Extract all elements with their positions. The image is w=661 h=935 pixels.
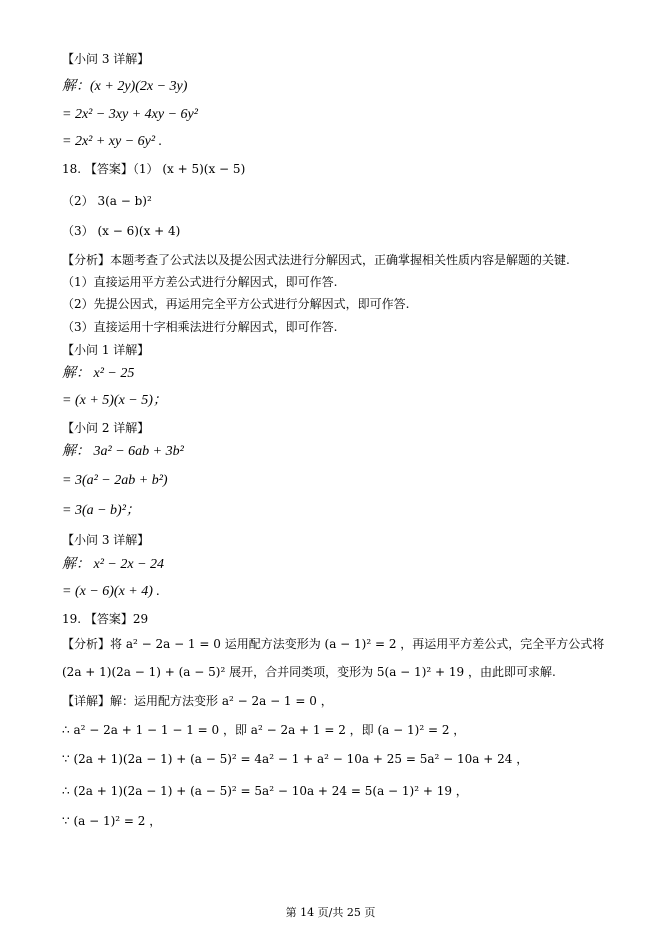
sub-question-2-heading: 【小问 2 详解】 (62, 421, 150, 435)
sub-question-1-heading: 【小问 1 详解】 (62, 343, 150, 357)
analysis-18-item-1: （1）直接运用平方差公式进行分解因式，即可作答. (62, 275, 338, 289)
math-line: ∵ (2a + 1)(2a − 1) + (a − 5)² = 4a² − 1 + a² − 10a + 25 = 5a² − 10a + 24 ， (62, 752, 529, 766)
answer-19: 19. 【答案】29 (62, 612, 149, 626)
analysis-18: 【分析】本题考查了公式法以及提公因式法进行分解因式，正确掌握相关性质内容是解题的关键. (62, 253, 570, 267)
analysis-18-item-2: （2）先提公因式，再运用完全平方公式进行分解因式，即可作答. (62, 297, 410, 311)
math-line: = 3(a² − 2ab + b²) (62, 473, 168, 488)
answer-18-part-3: （3） (x − 6)(x + 4) (62, 224, 181, 238)
math-line: = (x − 6)(x + 4) . (62, 584, 160, 599)
math-line: = 3(a − b)²； (62, 503, 140, 518)
math-line: 解：(x + 2y)(2x − 3y) (62, 79, 188, 94)
math-line: ∴ (2a + 1)(2a − 1) + (a − 5)² = 5a² − 10a + 24 = 5(a − 1)² + 19 ， (62, 784, 468, 798)
math-line: 解： x² − 2x − 24 (62, 557, 165, 572)
math-line: = 2x² + xy − 6y² . (62, 134, 163, 149)
analysis-19-cont: (2a + 1)(2a − 1) + (a − 5)² 展开，合并同类项，变形为 5(a − 1)² + 19 ，由此即可求解. (62, 665, 556, 679)
math-line: = (x + 5)(x − 5)； (62, 393, 167, 408)
sub-question-3-heading: 【小问 3 详解】 (62, 52, 150, 66)
math-line: 解： 3a² − 6ab + 3b² (62, 444, 184, 459)
answer-18: 18. 【答案】（1） (x + 5)(x − 5) (62, 162, 246, 176)
math-line: ∴ a² − 2a + 1 − 1 − 1 = 0 ，即 a² − 2a + 1 = 2 ，即 (a − 1)² = 2 ， (62, 723, 466, 737)
math-line: ∵ (a − 1)² = 2 ， (62, 814, 162, 828)
math-line: = 2x² − 3xy + 4xy − 6y² (62, 107, 198, 122)
analysis-18-item-3: （3）直接运用十字相乘法进行分解因式，即可作答. (62, 320, 338, 334)
sub-question-3-heading: 【小问 3 详解】 (62, 533, 150, 547)
analysis-19: 【分析】将 a² − 2a − 1 = 0 运用配方法变形为 (a − 1)² = 2 ，再运用平方差公式，完全平方公式将 (62, 637, 605, 651)
math-line: 解： x² − 25 (62, 366, 135, 381)
detail-19: 【详解】解：运用配方法变形 a² − 2a − 1 = 0 ， (62, 694, 333, 708)
page-footer: 第 14 页/共 25 页 (285, 906, 376, 919)
answer-18-part-2: （2） 3(a − b)² (62, 194, 152, 208)
